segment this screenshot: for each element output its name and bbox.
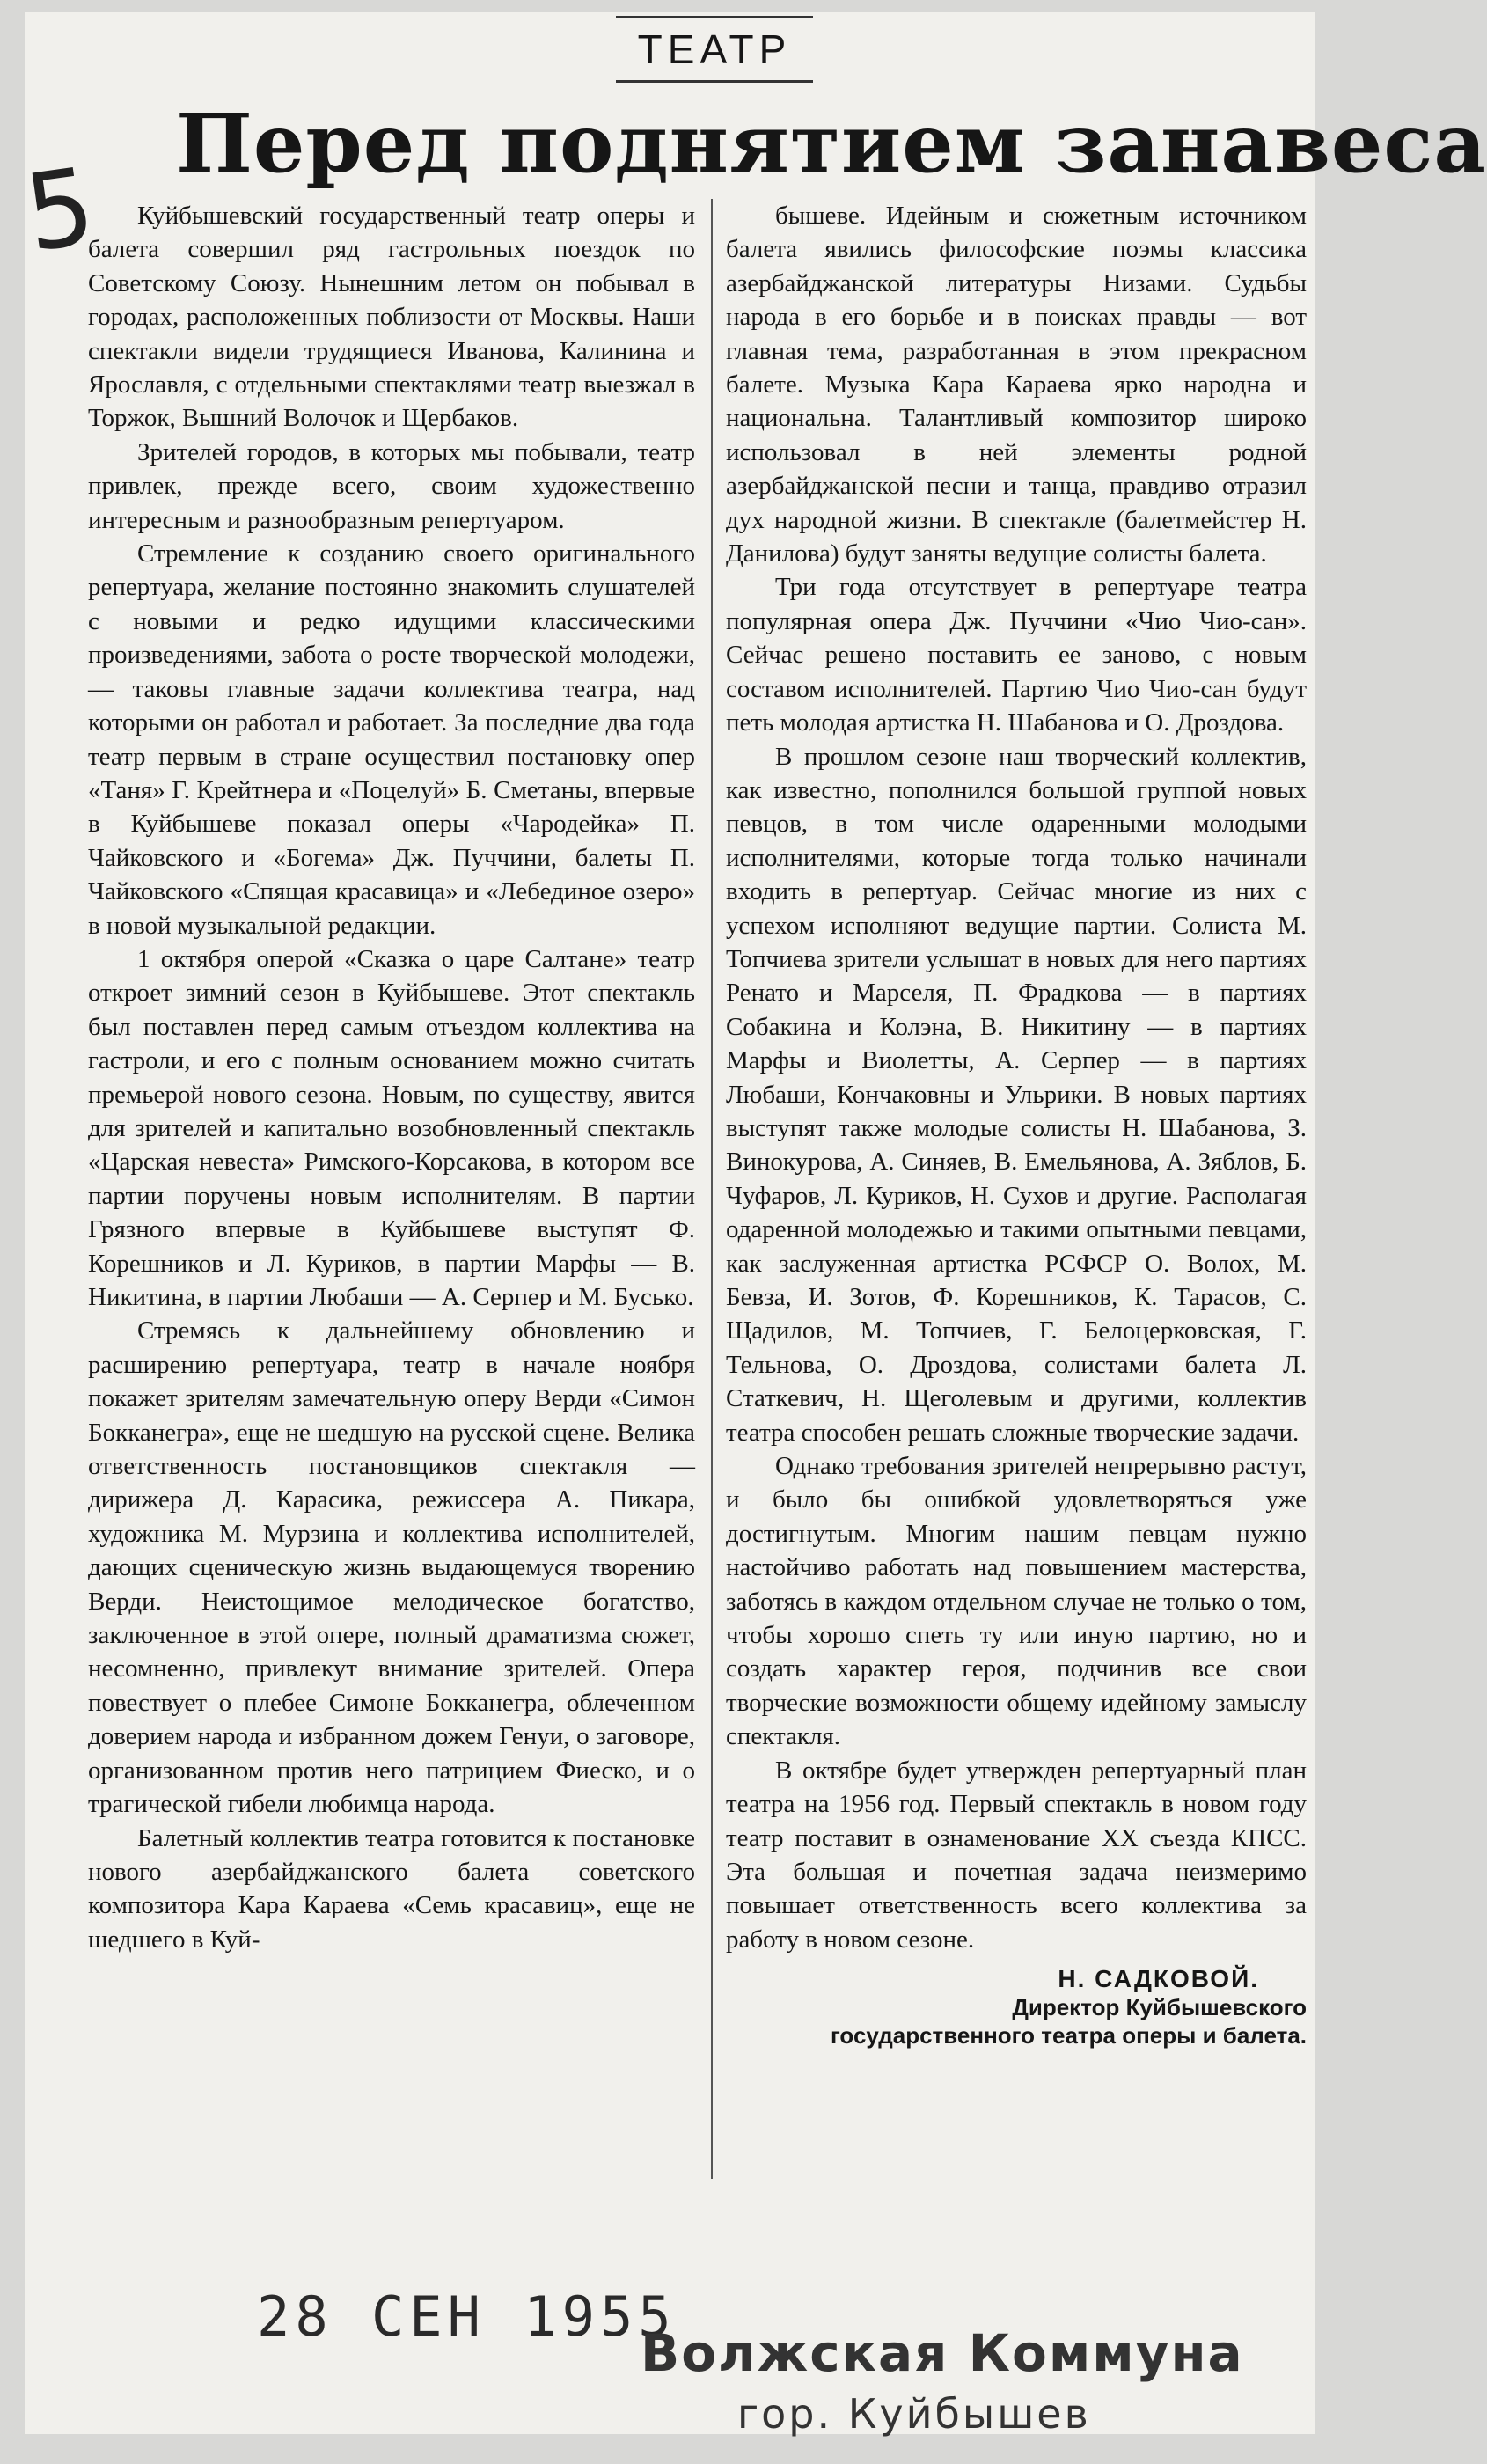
author-title-line1: Директор Куйбышевского xyxy=(1012,1994,1307,2021)
rubric-label: ТЕАТР xyxy=(637,26,792,72)
paragraph: Зрителей городов, в которых мы побывали, театр привлек, прежде всего, своим художественно интересным и разнообразным репертуаром. xyxy=(88,437,695,534)
column-divider xyxy=(711,199,713,2179)
article-signature xyxy=(726,1965,1307,2050)
section-rubric xyxy=(616,16,813,83)
paragraph: В октябре будет утвержден репертуарный план театра на 1956 год. Первый спектакль в новом году театр поставит в ознаменование XX съезда КПСС. Эта большая и почетная задача неизмеримо повышает ответственность всего коллектива за работу в новом сезоне. xyxy=(726,1756,1307,1954)
handwritten-page-number: 5 xyxy=(18,145,102,276)
paragraph: Стремление к созданию своего оригинального репертуара, желание постоянно знакомить слушателей с новыми и редко идущими классическими произведениями, забота о росте творческой молодежи, — таковы главные задачи коллектива театра, над которыми он работал и работает. За последние два года театр первым в стране осуществил постановку опер «Таня» Г. Крейтнера и «Поцелуй» Б. Сметаны, впервые в Куйбышеве показал оперы «Чародейка» П. Чайковского и «Богема» Дж. Пуччини, балеты П. Чайковского «Спящая красавица» и «Лебединое озеро» в новой музыкальной редакции. xyxy=(88,539,695,940)
paragraph: 1 октября оперой «Сказка о царе Салтане» театр откроет зимний сезон в Куйбышеве. Этот спектакль был поставлен перед самым отъездом коллектива на гастроли, и его с полным основанием можно считать премьерой нового сезона. Новым, по существу, явится для зрителей и капитально возобновленный спектакль «Царская невеста» Римского-Корсакова, в котором все партии поручены новым исполнителям. В партии Грязного впервые в Куйбышеве выступят Ф. Корешников и Л. Куриков, в партии Марфы — В. Никитина, в партии Любаши — А. Серпер и М. Бусько. xyxy=(88,944,695,1311)
paragraph: Три года отсутствует в репертуаре театра популярная опера Дж. Пуччини «Чио Чио-сан». Сейчас решено поставить ее заново, с новым составом исполнителей. Партию Чио Чио-сан будут петь молодая артистка Н. Шабанова и О. Дроздова. xyxy=(726,573,1307,737)
article-headline: Перед поднятием занавеса xyxy=(176,96,1487,191)
article-column-right xyxy=(726,199,1307,2223)
newspaper-stamp: Волжская Коммуна xyxy=(641,2323,1244,2383)
article-column-left xyxy=(88,199,695,2223)
date-stamp: 28 СЕН 1955 xyxy=(257,2284,677,2349)
author-name: Н. САДКОВОЙ. xyxy=(1058,1965,1259,1993)
paragraph: В прошлом сезоне наш творческий коллектив, как известно, пополнился большой группой новых певцов, в том числе одаренными молодыми исполнителями, которые тогда только начинали входить в репертуар. Сейчас многие из них с успехом исполняют ведущие партии. Солиста М. Топчиева зрители услышат в новых для него партиях Ренато и Марселя, П. Фрадкова — в партиях Собакина и Колэна, В. Никитину — в партиях Марфы и Виолетты, А. Серпер — в партиях Любаши, Кончаковны и Ульрики. В новых партиях выступят также молодые солисты Н. Шабанова, З. Винокурова, А. Синяев, В. Емельянова, А. Зяблов, Б. Чуфаров, Л. Куриков, Н. Сухов и другие. Располагая одаренной молодежью и такими опытными певцами, как заслуженная артистка РСФСР О. Волох, М. Бевза, И. Зотов, Ф. Корешников, К. Тарасов, С. Щадилов, М. Топчиев, Г. Белоцерковская, Г. Тельнова, О. Дроздова, солистами балета Л. Статкевич, Н. Щеголевым и другими, коллектив театра способен решать сложные творческие задачи. xyxy=(726,742,1307,1447)
paragraph: Однако требования зрителей непрерывно растут, и было бы ошибкой удовлетворяться уже достигнутым. Многим нашим певцам нужно настойчиво работать над повышением мастерства, заботясь в каждом отдельном случае не только о том, чтобы хорошо спеть ту или иную партию, но и создать характер героя, подчинив все свои творческие возможности общему идейному замыслу спектакля. xyxy=(726,1452,1307,1751)
paragraph: Стремясь к дальнейшему обновлению и расширению репертуара, театр в начале ноября покажет зрителям замечательную оперу Верди «Симон Бокканегра», еще не шедшую на русской сцене. Велика ответственность постановщиков спектакля — дирижера Д. Карасика, режиссера А. Пикара, художника М. Мурзина и коллектива исполнителей, дающих сценическую жизнь выдающемуся творению Верди. Неистощимое мелодическое богатство, заключенное в этой опере, полный драматизма сюжет, несомненно, привлекут внимание зрителей. Опера повествует о плебее Симоне Бокканегра, облеченном доверием народа и избранном дожем Генуи, о заговоре, организованном против него патрицием Фиеско, и о трагической гибели любимца народа. xyxy=(88,1316,695,1819)
city-stamp: гор. Куйбышев xyxy=(737,2390,1091,2438)
paragraph: Куйбышевский государственный театр оперы и балета совершил ряд гастрольных поездок по Советскому Союзу. Нынешним летом он побывал в городах, расположенных поблизости от Москвы. Наши спектакли видели трудящиеся Иванова, Калинина и Ярославля, с отдельными спектаклями театр выезжал в Торжок, Вышний Волочок и Щербаков. xyxy=(88,202,695,433)
paragraph: бышеве. Идейным и сюжетным источником балета явились философские поэмы классика азербайджанской литературы Низами. Судьбы народа в его борьбе и в поисках правды — вот главная тема, разработанная в этом прекрасном балете. Музыка Кара Караева ярко народна и национальна. Талантливый композитор широко использовал в ней элементы родной азербайджанской песни и танца, правдиво отразил дух народной жизни. В спектакле (балетмейстер Н. Данилова) будут заняты ведущие солисты балета. xyxy=(726,202,1307,568)
author-title-line2: государственного театра оперы и балета. xyxy=(830,2022,1307,2050)
paragraph: Балетный коллектив театра готовится к постановке нового азербайджанского балета советского композитора Кара Караева «Семь красавиц», еще не шедшего в Куй- xyxy=(88,1823,695,1954)
